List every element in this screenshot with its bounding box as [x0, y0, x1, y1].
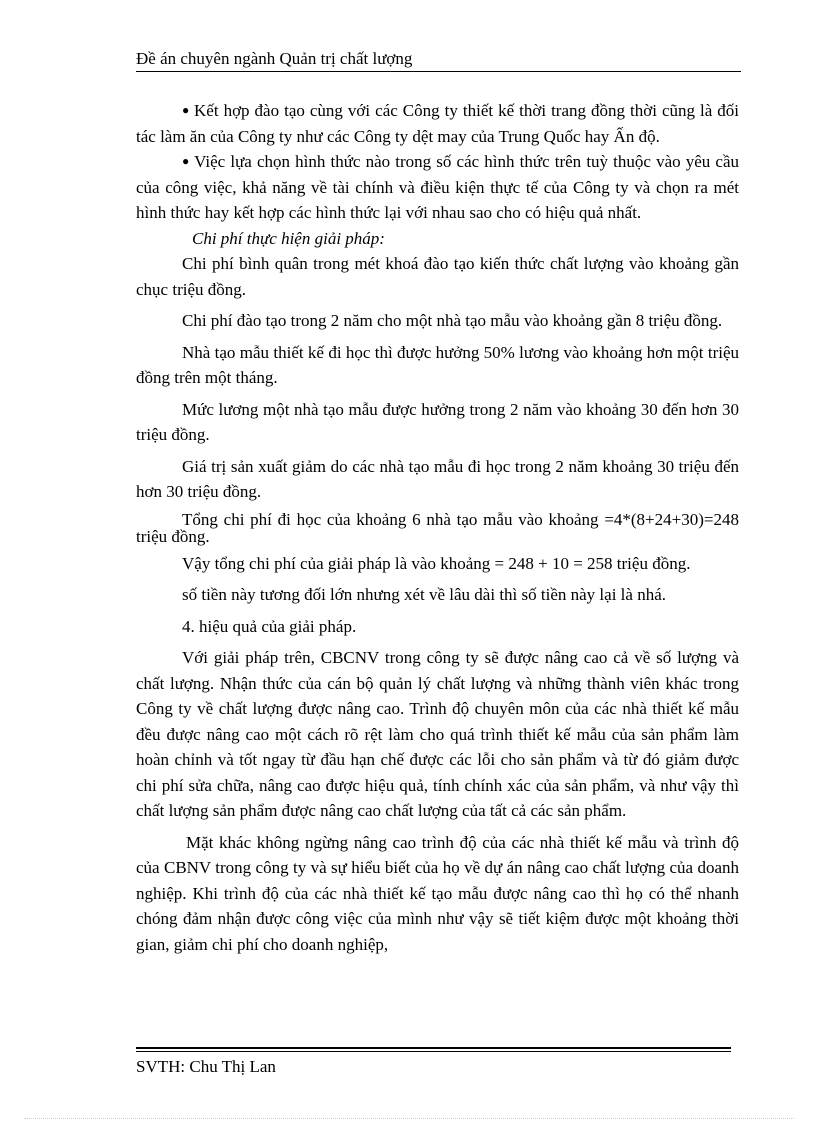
footer-divider-thin — [136, 1051, 731, 1052]
cost-total-paragraph: Tổng chi phí đi học của khoảng 6 nhà tạo mẫu vào khoảng =4*(8+24+30)=248 triệu đồng. — [136, 509, 739, 546]
cost-solution-paragraph: Vậy tổng chi phí của giải pháp là vào khoảng = 248 + 10 = 258 triệu đồng. — [182, 553, 691, 573]
section-4-heading: 4. hiệu quả của giải pháp. — [182, 616, 357, 636]
cost-paragraph-4: Mức lương một nhà tạo mẫu được hưởng trong 2 năm vào khoảng 30 đến hơn 30 triệu đồng. — [136, 399, 739, 444]
bullet-paragraph-1 — [136, 98, 739, 149]
header-divider — [136, 71, 741, 72]
cost-paragraph-1: Chi phí bình quân trong mét khoá đào tạo kiến thức chất lượng vào khoảng gần chục triệu đồng. — [136, 254, 739, 299]
bullet-icon: ● — [182, 103, 191, 117]
cost-heading: Chi phí thực hiện giải pháp: — [192, 228, 385, 248]
bullet-paragraph-2 — [136, 149, 739, 226]
cost-paragraph-3: Nhà tạo mẫu thiết kế đi học thì được hưởng 50% lương vào khoảng hơn một triệu đồng trên một tháng. — [136, 342, 739, 387]
footer-divider-thick — [136, 1047, 731, 1049]
cost-note-paragraph: số tiền này tương đối lớn nhưng xét về lâu dài thì số tiền này lại là nhá. — [182, 585, 666, 604]
bullet-icon: ● — [182, 154, 191, 168]
cost-paragraph-2: Chi phí đào tạo trong 2 năm cho một nhà tạo mẫu vào khoảng gần 8 triệu đồng. — [182, 311, 723, 330]
page-edge-divider — [24, 1118, 794, 1119]
cost-paragraph-5: Giá trị sản xuất giảm do các nhà tạo mẫu đi học trong 2 năm khoảng 30 triệu đến hơn 30 triệu đồng. — [136, 456, 739, 501]
effect-paragraph-1: Với giải pháp trên, CBCNV trong công ty sẽ được nâng cao cả về số lượng và chất lượng. Nhận thức của cán bộ quản lý chất lượng và những thành viên khác trong Công ty về chất lượng được nâng cao. Trình độ chuyên môn của các nhà thiết kế mẫu đều được nâng cao một cách rõ rệt làm cho quá trình thiết kế mẫu của sản phẩm làm hoàn chỉnh và tốt ngay từ đầu hạn chế được các lỗi cho sản phẩm và từ đó giảm được chi phí sửa chữa, nâng cao được hiệu quả, tính chính xác của sản phẩm, và như vậy thì chất lượng sản phẩm được nâng cao chất lượng của tất cả các sản phẩm. — [136, 648, 739, 820]
bullet-2-text: Việc lựa chọn hình thức nào trong số các hình thức trên tuỳ thuộc vào yêu cầu của công việc, khả năng về tài chính và điều kiện thực tế của Công ty và chọn ra mét hình thức hay kết hợp các hình thức lại với nhau sao cho có hiệu quả nhất. — [136, 152, 740, 222]
page-body — [136, 98, 739, 957]
effect-paragraph-2: Mặt khác không ngừng nâng cao trình độ của các nhà thiết kế mẫu và trình độ của CBNV trong công ty và sự hiểu biết của họ về dự án nâng cao chất lượng của doanh nghiệp. Khi trình độ của các nhà thiết kế tạo mẫu được nâng cao thì họ có thể nhanh chóng đảm nhận được công việc của mình như vậy sẽ tiết kiệm được một khoảng thời gian, giảm chi phí cho doanh nghiệp, — [136, 832, 739, 954]
footer-author: SVTH: Chu Thị Lan — [136, 1057, 276, 1076]
page-header-title: Đề án chuyên ngành Quản trị chất lượng — [136, 49, 413, 68]
bullet-1-text: Kết hợp đào tạo cùng với các Công ty thiết kế thời trang đồng thời cũng là đối tác làm ăn của Công ty như các Công ty dệt may của Trung Quốc hay Ấn độ. — [136, 101, 740, 146]
